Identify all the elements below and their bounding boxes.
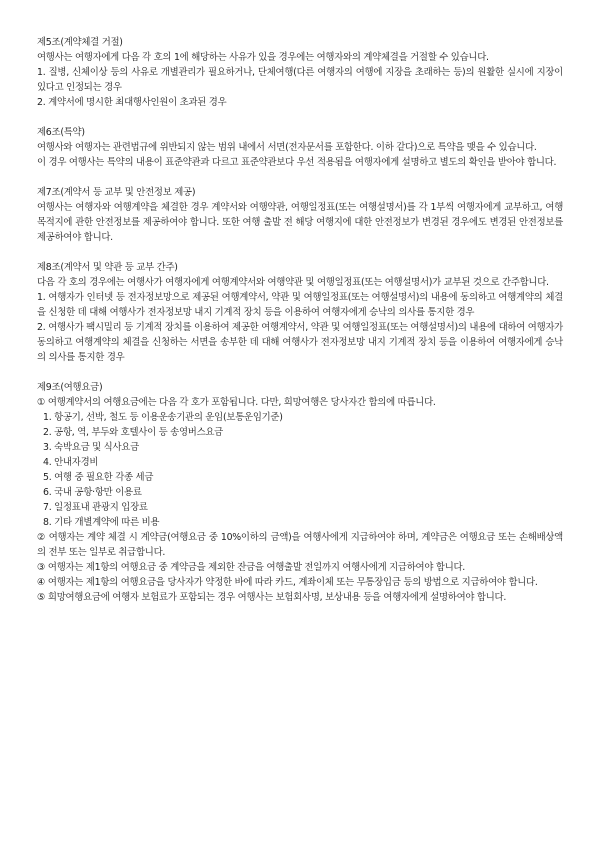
article-9-clause-1: ① 여행계약서의 여행요금에는 다음 각 호가 포함됩니다. 다만, 희망여행은 당사자간 합의에 따릅니다. <box>37 397 436 408</box>
article-5-item-2: 2. 계약서에 명시한 최대행사인원이 초과된 경우 <box>37 97 227 108</box>
article-6-paragraph: 여행사와 여행자는 관련법규에 위반되지 않는 범위 내에서 서면(전자문서를 포함한다. 이하 같다)으로 특약을 맺을 수 있습니다. <box>37 142 537 153</box>
article-9-clause-5: ⑤ 희망여행요금에 여행자 보험료가 포함되는 경우 여행사는 보험회사명, 보상내용 등을 여행자에게 설명하여야 합니다. <box>37 592 507 603</box>
article-5-item-1: 1. 질병, 신체이상 등의 사유로 개별관리가 필요하거나, 단체여행(다른 여행자의 여행에 지장을 초래하는 등)의 원활한 실시에 지장이 있다고 인정되는 경우 <box>37 67 563 93</box>
document-page <box>37 35 563 620</box>
article-9-heading: 제9조(여행요금) <box>37 382 103 393</box>
fee-item: 6. 국내 공항·항만 이용료 <box>43 487 142 498</box>
article-5-paragraph: 여행사는 여행자에게 다음 각 호의 1에 해당하는 사유가 있을 경우에는 여행자와의 계약체결을 거절할 수 있습니다. <box>37 52 489 63</box>
article-7-heading: 제7조(계약서 등 교부 및 안전정보 제공) <box>37 187 196 198</box>
fee-item: 5. 여행 중 필요한 각종 세금 <box>43 472 154 483</box>
article-9-clause-3: ③ 여행자는 제1항의 여행요금 중 계약금을 제외한 잔금을 여행출발 전일까지 여행사에게 지급하여야 합니다. <box>37 562 466 573</box>
article-8 <box>37 260 563 365</box>
article-8-heading: 제8조(계약서 및 약관 등 교부 간주) <box>37 262 178 273</box>
article-5-heading: 제5조(계약체결 거절) <box>37 37 123 48</box>
article-6-heading: 제6조(특약) <box>37 127 85 138</box>
article-6-paragraph: 이 경우 여행사는 특약의 내용이 표준약관과 다르고 표준약관보다 우선 적용됨을 여행자에게 설명하고 별도의 확인을 받아야 합니다. <box>37 157 557 168</box>
article-7 <box>37 185 563 245</box>
article-8-item-2: 2. 여행사가 팩시밀리 등 기계적 장치를 이용하여 제공한 여행계약서, 약관 및 여행일정표(또는 여행설명서)의 내용에 대하여 여행자가 동의하고 여행계약의 체결을 신청하는 서면을 송부한 데 대해 여행사가 전자정보망 내지 기계적 장치 등을 이용하여 여행자에게 승낙의 의사를 통지한 경우 <box>37 322 563 363</box>
article-8-item-1: 1. 여행자가 인터넷 등 전자정보망으로 제공된 여행계약서, 약관 및 여행일정표(또는 여행설명서)의 내용에 동의하고 여행계약의 체결을 신청한 데 대해 여행사가 전자정보망 내지 기계적 장치 등을 이용하여 여행자에게 승낙의 의사를 통지한 경우 <box>37 292 563 318</box>
fee-item: 2. 공항, 역, 부두와 호텔사이 등 송영버스요금 <box>43 427 223 438</box>
article-5 <box>37 35 563 110</box>
article-8-paragraph: 다음 각 호의 경우에는 여행사가 여행자에게 여행계약서와 여행약관 및 여행일정표(또는 여행설명서)가 교부된 것으로 간주합니다. <box>37 277 549 288</box>
fee-item: 4. 안내자경비 <box>43 457 99 468</box>
article-9 <box>37 380 563 605</box>
article-9-clause-4: ④ 여행자는 제1항의 여행요금을 당사자가 약정한 바에 따라 카드, 계좌이체 또는 무통장입금 등의 방법으로 지급하여야 합니다. <box>37 577 538 588</box>
fee-item: 1. 항공기, 선박, 철도 등 이용운송기관의 운임(보통운임기준) <box>43 412 283 423</box>
article-7-paragraph: 여행사는 여행자와 여행계약을 체결한 경우 계약서와 여행약관, 여행일정표(또는 여행설명서)를 각 1부씩 여행자에게 교부하고, 여행목적지에 관한 안전정보를 제공하여야 합니다. 또한 여행 출발 전 해당 여행지에 대한 안전정보가 변경된 경우에도 변경된 안전정보를 제공하여야 합니다. <box>37 202 563 243</box>
article-6 <box>37 125 563 170</box>
fee-item: 8. 기타 개별계약에 따른 비용 <box>43 517 160 528</box>
article-9-clause-2: ② 여행자는 계약 체결 시 계약금(여행요금 중 10%이하의 금액)을 여행사에게 지급하여야 하며, 계약금은 여행요금 또는 손해배상액의 전부 또는 일부로 취급합니다. <box>37 532 563 558</box>
fee-item: 3. 숙박요금 및 식사요금 <box>43 442 139 453</box>
fee-item: 7. 일정표내 관광지 입장료 <box>43 502 148 513</box>
